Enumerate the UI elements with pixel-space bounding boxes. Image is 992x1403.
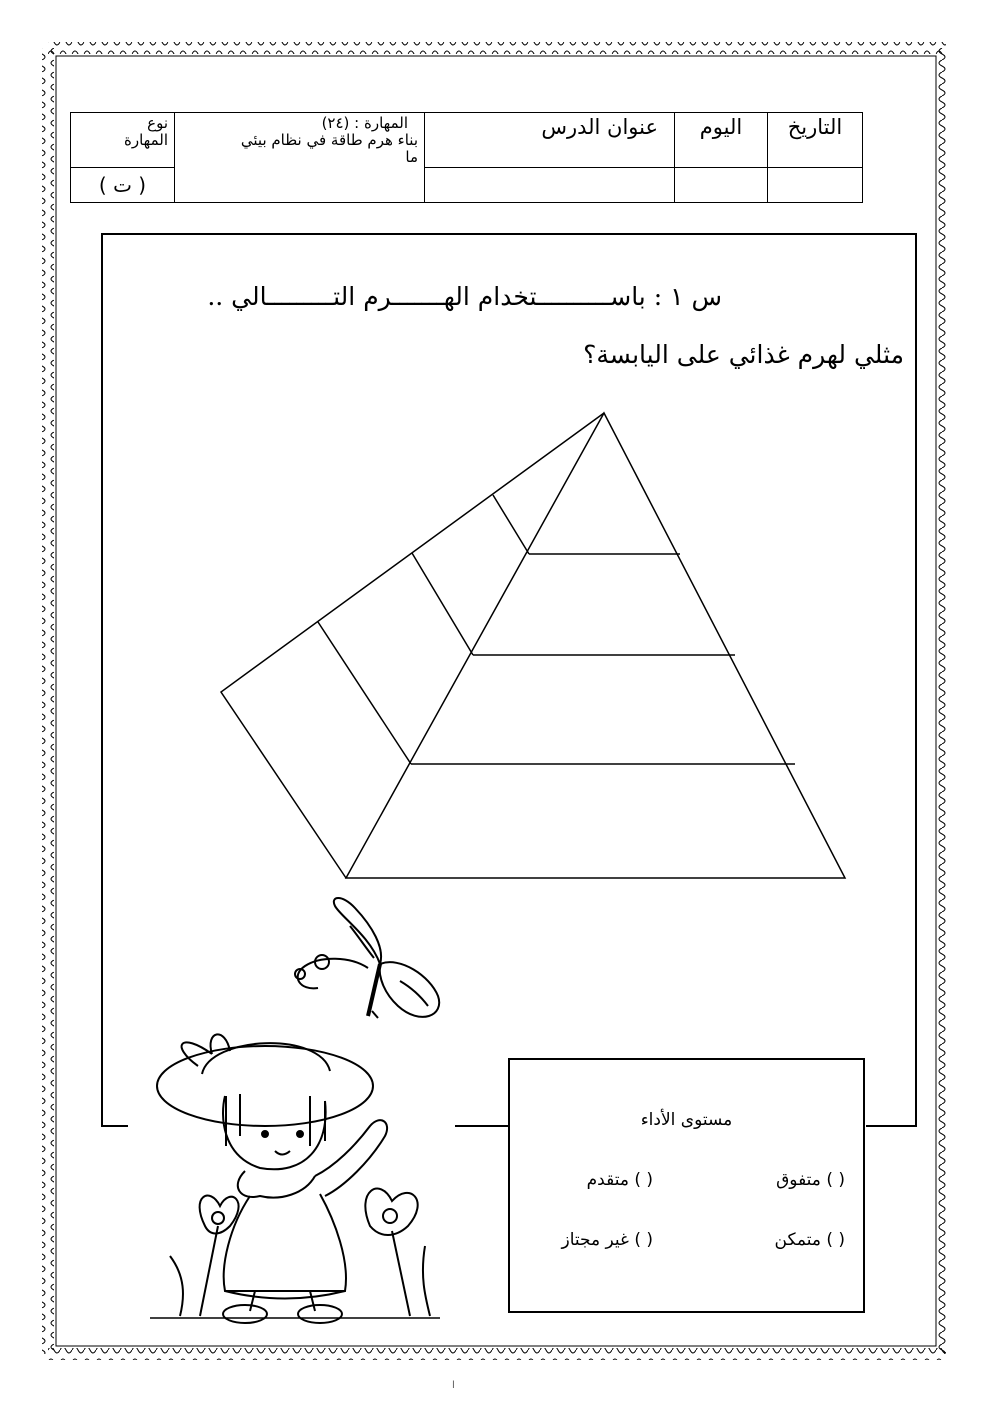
- skill-type-line2: المهارة: [124, 131, 168, 149]
- collar: [238, 1171, 315, 1198]
- question-line-2: مثلي لهرم غذائي على اليابسة؟: [583, 340, 904, 369]
- performance-title: مستوى الأداء: [640, 1110, 733, 1130]
- option-not-passed[interactable]: ( ) غير مجتاز: [561, 1230, 653, 1250]
- butterfly-illustration: [280, 896, 450, 1036]
- stems: [170, 1226, 430, 1316]
- option-proficient[interactable]: ( ) متمكن: [774, 1230, 845, 1250]
- option-advanced[interactable]: ( ) متقدم: [586, 1170, 653, 1190]
- date-label: التاريخ: [768, 113, 863, 168]
- performance-level-box: [508, 1058, 865, 1313]
- option-excellent[interactable]: ( ) متفوق: [776, 1170, 845, 1190]
- dress: [224, 1194, 346, 1291]
- label-divider: [318, 622, 411, 764]
- question-line-1: س ١ : باســــــــــتخدام الهـــــــرم التـــــــــالي ..: [207, 282, 722, 311]
- hair: [226, 1094, 325, 1146]
- girl-illustration: [130, 1026, 460, 1326]
- lesson-title-label: عنوان الدرس: [425, 113, 675, 168]
- skill-desc-line2: ما: [405, 148, 418, 166]
- pyramid-label-panel: [221, 413, 604, 878]
- hat-crown: [202, 1043, 330, 1074]
- skill-type-line1: نوع: [147, 114, 168, 132]
- footer-mark: ا: [452, 1380, 455, 1391]
- skill-label: المهارة : (٢٤): [321, 114, 408, 132]
- flower: [365, 1189, 417, 1235]
- day-label: اليوم: [675, 113, 768, 168]
- label-divider: [412, 553, 473, 655]
- pyramid-triangle: [346, 413, 845, 878]
- skill-desc-line1: بناء هرم طاقة في نظام بيئي: [240, 131, 418, 149]
- label-divider: [493, 495, 529, 554]
- skill-type-value: ( ت ): [71, 168, 175, 203]
